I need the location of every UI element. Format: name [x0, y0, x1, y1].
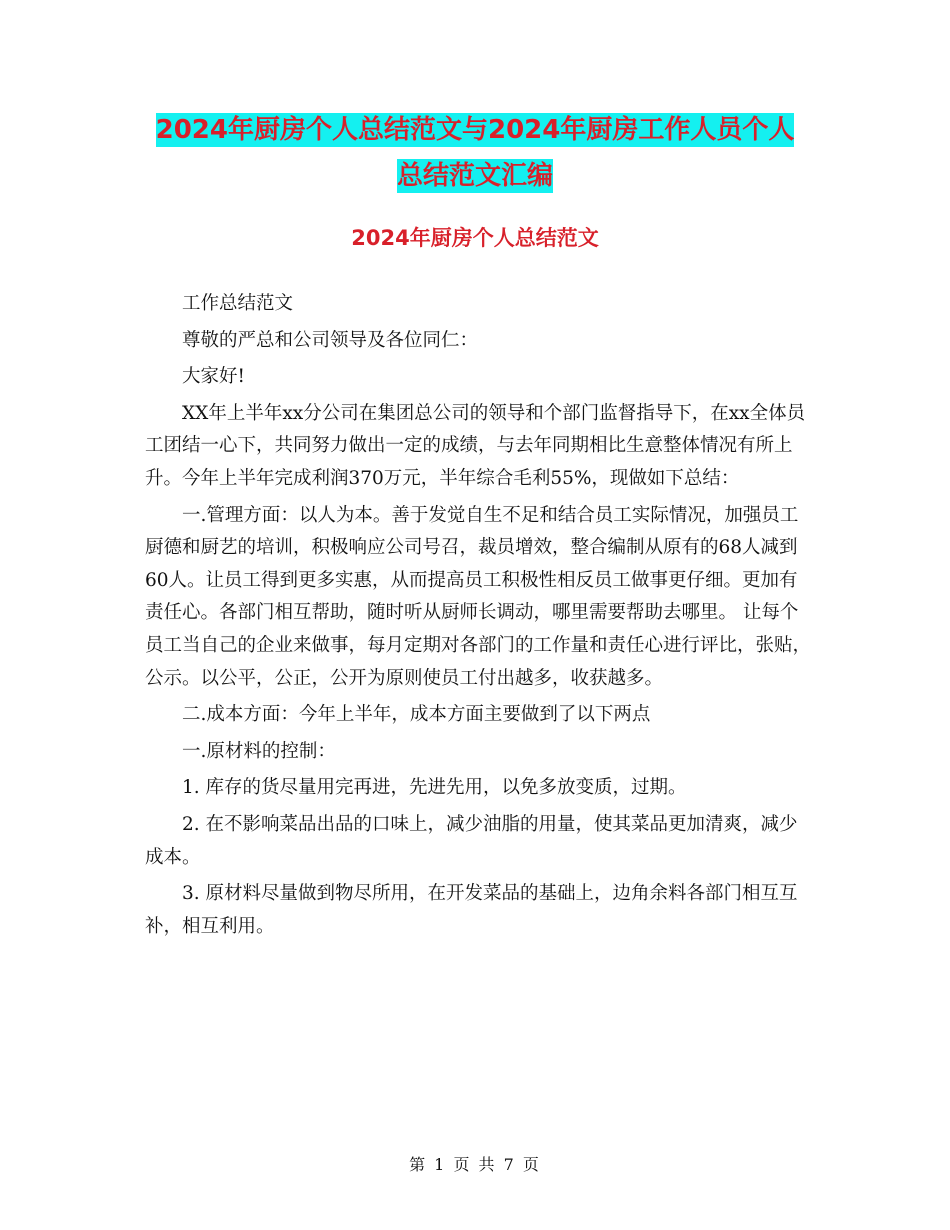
document-body — [145, 288, 815, 947]
paragraph: 大家好! — [182, 366, 245, 388]
title-highlight-2: 总结范文汇编 — [396, 161, 553, 191]
page-footer: 第 1 页 共 7 页 — [409, 1155, 541, 1174]
paragraph: 3. 原材料尽量做到物尽所用，在开发菜品的基础上，边角余料各部门相互互补，相互利用。 — [145, 883, 798, 937]
paragraph: 尊敬的严总和公司领导及各位同仁： — [182, 329, 479, 351]
paragraph: 1. 库存的货尽量用完再进，先进先用，以免多放变质，过期。 — [182, 777, 687, 799]
section-title: 2024年厨房个人总结范文 — [351, 226, 599, 250]
paragraph: 2. 在不影响菜品出品的口味上，减少油脂的用量，使其菜品更加清爽，减少成本。 — [145, 813, 798, 868]
paragraph: 二.成本方面：今年上半年，成本方面主要做到了以下两点 — [182, 704, 651, 726]
title-highlight-1: 2024年厨房个人总结范文与2024年厨房工作人员个人 — [155, 115, 795, 145]
paragraph: 一.管理方面：以人为本。善于发觉自生不足和结合员工实际情况，加强员工厨德和厨艺的培训，积极响应公司号召，裁员增效，整合编制从原有的68人减到60人。让员工得到更多实惠，从而提高员工积极性相反员工做事更仔细。更加有责任心。各部门相互帮助，随时听从厨师长调动，哪里需要帮助去哪里。 让每个员工当自己的企业来做事，每月定期对各部门的工作量和责任心进行评比，张贴，公示。以公平，公正，公开为原则使员工付出越多，收获越多。 — [145, 504, 812, 689]
document-title-line-1 — [0, 112, 950, 148]
paragraph: 工作总结范文 — [182, 293, 294, 314]
document-title-line-2 — [0, 158, 950, 194]
paragraph: XX年上半年xx分公司在集团总公司的领导和个部门监督指导下，在xx全体员工团结一心下，共同努力做出一定的成绩，与去年同期相比生意整体情况有所上升。今年上半年完成利润370万元，半年综合毛利55%，现做如下总结： — [145, 402, 806, 489]
paragraph: 一.原材料的控制： — [182, 740, 336, 762]
